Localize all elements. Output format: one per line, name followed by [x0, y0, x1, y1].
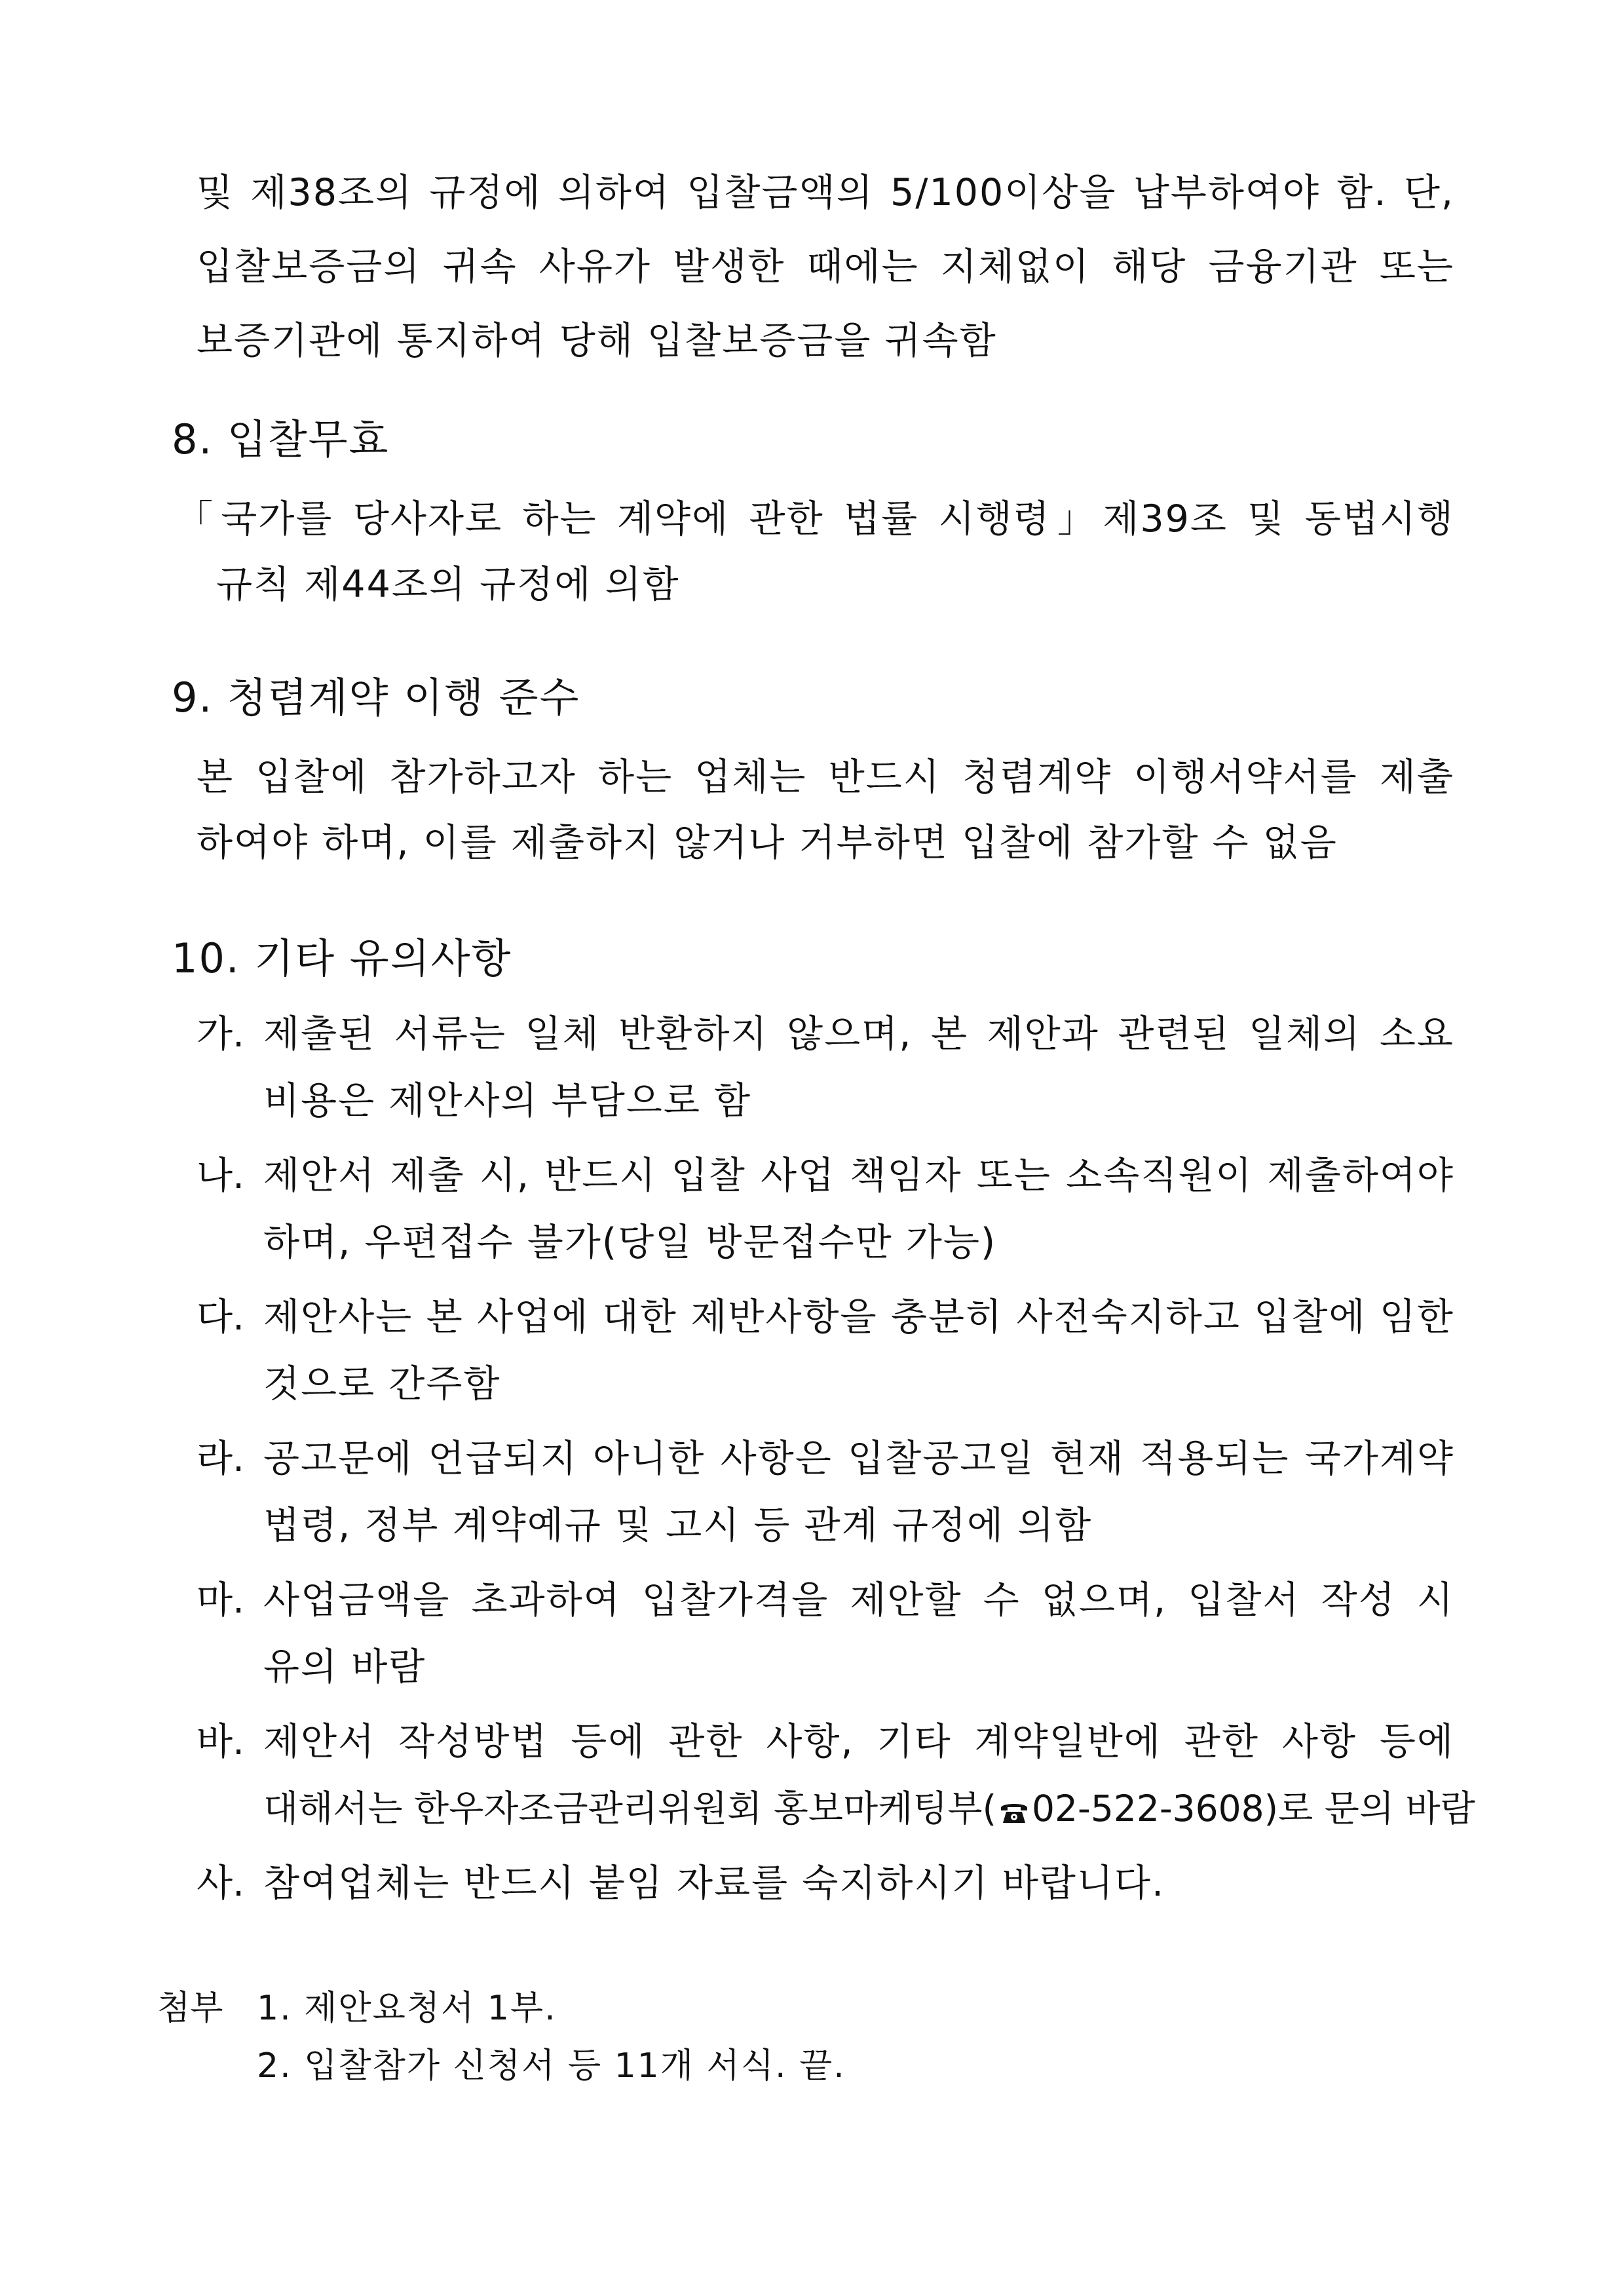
intro-line-3: 보증기관에 통지하여 당해 입찰보증금을 귀속함 — [197, 319, 997, 362]
attachment-item: 2. 입찰참가 신청서 등 11개 서식. 끝. — [257, 2046, 846, 2086]
section-9-line-1: 본 입찰에 참가하고자 하는 업체는 반드시 청렴계약 이행서약서를 제출 — [197, 756, 1454, 799]
list-item-line: 비용은 제안사의 부담으로 함 — [263, 1079, 752, 1122]
intro-line-2: 입찰보증금의 귀속 사유가 발생한 때에는 지체없이 해당 금융기관 또는 — [197, 245, 1454, 288]
list-item-line: 사업금액을 초과하여 입찰가격을 제안할 수 없으며, 입찰서 작성 시 — [263, 1578, 1454, 1622]
attachment-item: 1. 제안요청서 1부. — [257, 1989, 557, 2028]
list-item-line: 제안서 제출 시, 반드시 입찰 사업 책임자 또는 소속직원이 제출하여야 — [263, 1154, 1454, 1197]
list-item-line: 유의 바람 — [263, 1645, 426, 1689]
section-8-heading: 8. 입찰무효 — [172, 415, 390, 463]
list-item-marker: 다. — [197, 1295, 245, 1339]
list-item-marker: 나. — [197, 1154, 245, 1197]
intro-line-1: 및 제38조의 규정에 의하여 입찰금액의 5/100이상을 납부하여야 함. 단, — [197, 171, 1454, 214]
list-item-marker: 가. — [197, 1012, 245, 1056]
list-item-line: 참여업체는 반드시 붙임 자료를 숙지하시기 바랍니다. — [263, 1862, 1165, 1905]
telephone-icon — [999, 1786, 1029, 1839]
list-item-line: 제출된 서류는 일체 반환하지 않으며, 본 제안과 관련된 일체의 소요 — [263, 1012, 1454, 1056]
list-item-line: 공고문에 언급되지 아니한 사항은 입찰공고일 현재 적용되는 국가계약 — [263, 1437, 1454, 1480]
section-9-heading: 9. 청렴계약 이행 준수 — [172, 674, 580, 721]
section-8-line-2: 규칙 제44조의 규정에 의함 — [216, 563, 680, 606]
contact-phone-number: 02-522-3608 — [1032, 1788, 1264, 1829]
list-item-line: 제안사는 본 사업에 대한 제반사항을 충분히 사전숙지하고 입찰에 임한 — [263, 1295, 1454, 1339]
attachments-label: 첨부 — [157, 1989, 223, 2028]
list-item-marker: 라. — [197, 1437, 245, 1480]
list-item-marker: 바. — [197, 1720, 245, 1763]
contact-text-before: 대해서는 한우자조금관리위원회 홍보마케팅부( — [263, 1788, 997, 1829]
list-item-marker: 사. — [197, 1862, 245, 1905]
section-8-line-1: 「국가를 당사자로 하는 계약에 관한 법률 시행령」제39조 및 동법시행 — [176, 497, 1454, 541]
list-item-line: 제안서 작성방법 등에 관한 사항, 기타 계약일반에 관한 사항 등에 — [263, 1720, 1454, 1763]
section-9-line-2: 하여야 하며, 이를 제출하지 않거나 거부하면 입찰에 참가할 수 없음 — [197, 821, 1338, 864]
section-10-heading: 10. 기타 유의사항 — [172, 934, 512, 982]
list-item-marker: 마. — [197, 1578, 245, 1622]
contact-text-after: )로 문의 바람 — [1264, 1788, 1475, 1829]
list-item-line: 법령, 정부 계약예규 및 고시 등 관계 규정에 의함 — [263, 1504, 1093, 1547]
contact-line — [263, 1782, 1475, 1839]
list-item-line: 것으로 간주함 — [263, 1362, 501, 1406]
list-item-line: 하며, 우편접수 불가(당일 방문접수만 가능) — [263, 1221, 997, 1264]
